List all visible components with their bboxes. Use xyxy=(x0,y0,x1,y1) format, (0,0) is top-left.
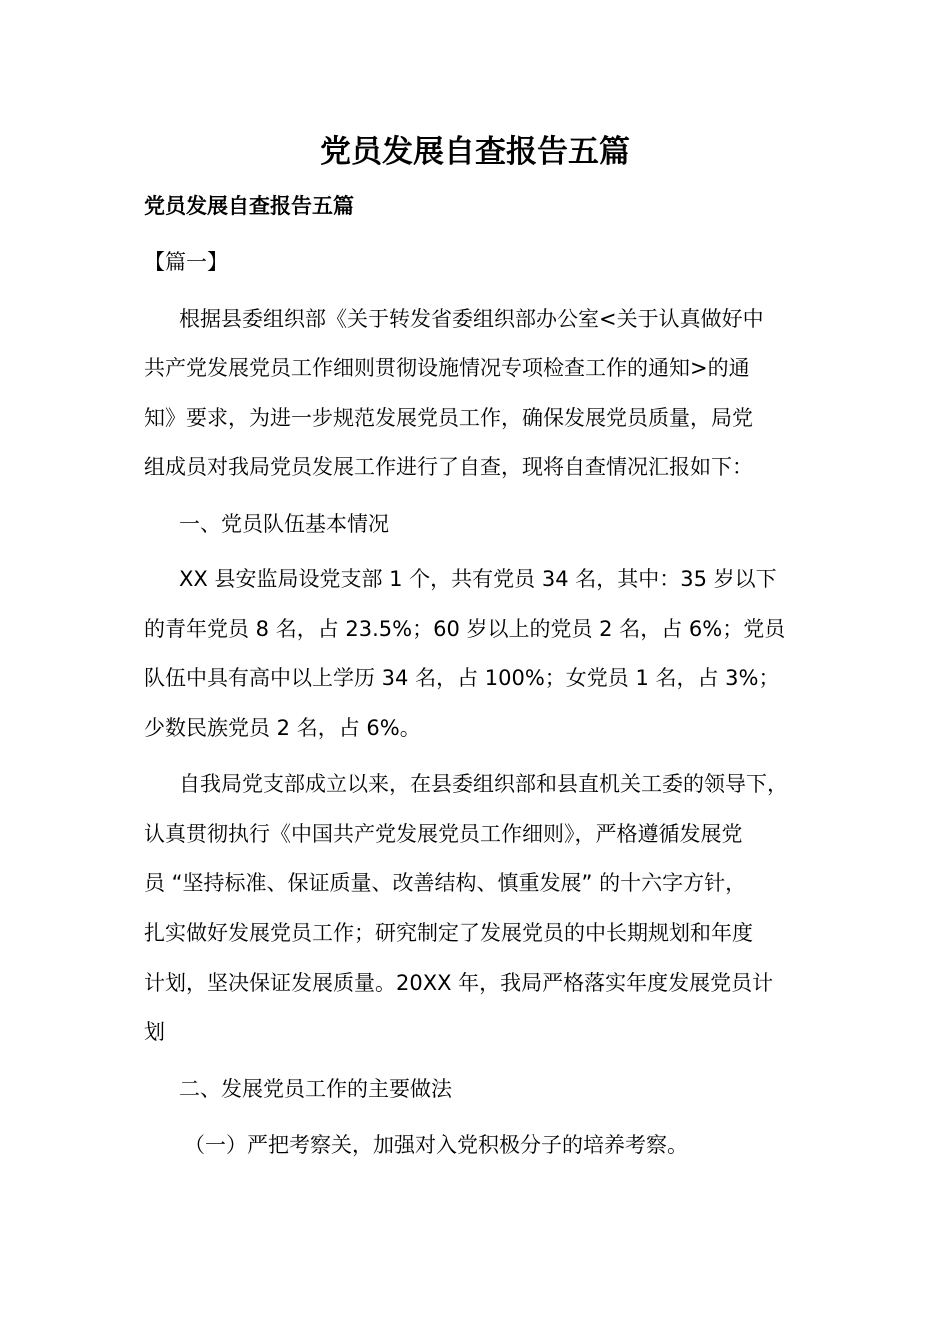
part-label: 【篇一】 xyxy=(144,250,228,274)
paragraph-line: 自我局党支部成立以来，在县委组织部和县直机关工委的领导下， xyxy=(179,772,788,796)
paragraph-line: 的青年党员 8 名，占 23.5%；60 岁以上的党员 2 名，占 6%；党员 xyxy=(144,617,786,641)
document-title: 党员发展自查报告五篇 xyxy=(320,134,630,170)
section-heading: 二、发展党员工作的主要做法 xyxy=(179,1077,452,1101)
section-heading: 一、党员队伍基本情况 xyxy=(179,512,389,536)
paragraph-line: 共产党发展党员工作细则贯彻设施情况专项检查工作的通知>的通 xyxy=(144,356,750,380)
document-subtitle: 党员发展自查报告五篇 xyxy=(144,194,354,218)
subsection-heading: （一）严把考察关，加强对入党积极分子的培养考察。 xyxy=(184,1133,688,1157)
paragraph-line: 队伍中具有高中以上学历 34 名，占 100%；女党员 1 名，占 3%； xyxy=(144,666,780,690)
paragraph-line: 知》要求，为进一步规范发展党员工作，确保发展党员质量，局党 xyxy=(144,406,753,430)
paragraph-line: XX 县安监局设党支部 1 个，共有党员 34 名，其中：35 岁以下 xyxy=(179,567,777,591)
paragraph-line: 划 xyxy=(144,1020,165,1044)
paragraph-line: 计划，坚决保证发展质量。20XX 年，我局严格落实年度发展党员计 xyxy=(144,971,774,995)
paragraph-line: 认真贯彻执行《中国共产党发展党员工作细则》，严格遵循发展党 xyxy=(144,822,743,846)
paragraph-line: 根据县委组织部《关于转发省委组织部办公室<关于认真做好中 xyxy=(179,307,764,331)
paragraph-line: 组成员对我局党员发展工作进行了自查，现将自查情况汇报如下： xyxy=(144,455,753,479)
paragraph-line: 少数民族党员 2 名，占 6%。 xyxy=(144,716,421,740)
paragraph-line: 扎实做好发展党员工作；研究制定了发展党员的中长期规划和年度 xyxy=(144,921,753,945)
paragraph-line: 员 “坚持标准、保证质量、改善结构、慎重发展” 的十六字方针， xyxy=(144,871,747,895)
